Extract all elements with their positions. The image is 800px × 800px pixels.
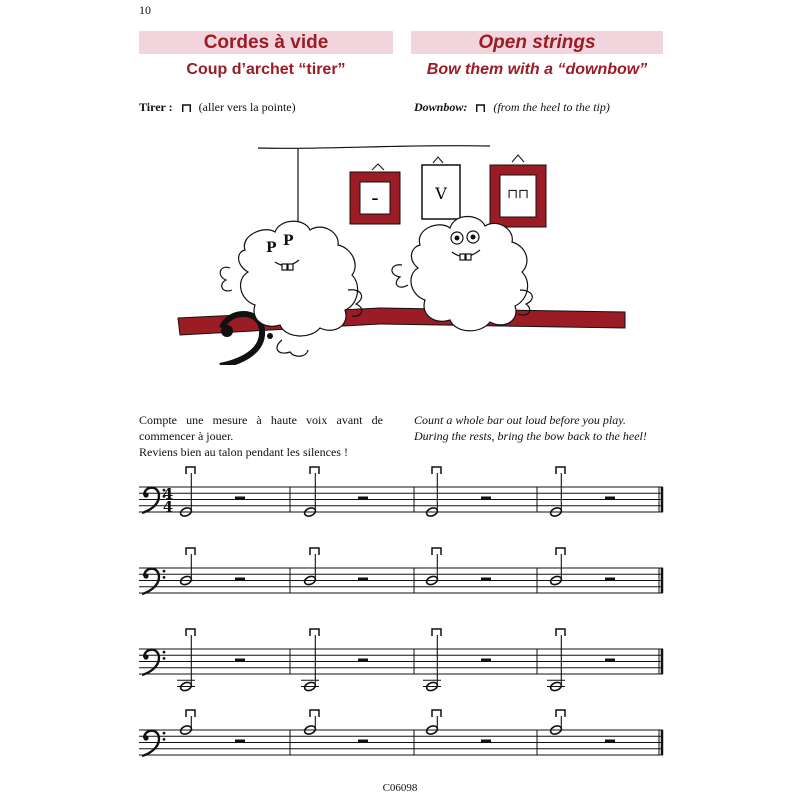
technique-desc: (aller vers la pointe): [198, 100, 296, 114]
half-rest: [605, 740, 615, 743]
downbow-icon: [186, 629, 195, 636]
bass-clef-dot: [163, 570, 166, 573]
title-english: Open strings: [411, 31, 663, 54]
bass-clef-dot: [163, 576, 166, 579]
downbow-icon: [556, 629, 565, 636]
downbow-icon: [556, 710, 565, 717]
downbow-icon: [186, 710, 195, 717]
half-rest: [358, 659, 368, 662]
half-rest: [481, 578, 491, 581]
bass-clef-dot: [163, 732, 166, 735]
bass-clef-icon: [142, 650, 159, 675]
half-rest: [481, 497, 491, 500]
title-french: Cordes à vide: [139, 31, 393, 54]
downbow-icon: [432, 710, 441, 717]
half-rest: [358, 578, 368, 581]
svg-text:P: P: [283, 233, 294, 249]
half-rest: [358, 497, 368, 500]
bass-clef-icon: [142, 731, 159, 756]
technique-label: Tirer :: [139, 100, 173, 114]
bass-clef-icon: [143, 573, 148, 578]
time-signature-top: 4: [162, 485, 174, 503]
instruction-line: During the rests, bring the bow back to the heel!: [414, 429, 647, 443]
instruction-line: Compte une mesure à haute voix avant de commencer à jouer.: [139, 413, 383, 443]
half-rest: [235, 740, 245, 743]
downbow-icon: [186, 548, 195, 555]
bass-clef-icon: [143, 492, 148, 497]
downbow-icon: [556, 548, 565, 555]
bass-clef-dot: [163, 651, 166, 654]
page-number: 10: [139, 3, 151, 17]
downbow-icon: [432, 467, 441, 474]
catalog-code: C06098: [382, 782, 418, 794]
half-rest: [481, 740, 491, 743]
frame-symbol: ⊓⊓: [507, 187, 529, 202]
downbow-icon: [432, 629, 441, 636]
svg-text:P: P: [266, 240, 277, 256]
half-rest: [235, 659, 245, 662]
bass-clef-icon: [142, 488, 159, 513]
subtitle-french: Coup d’archet “tirer”: [186, 61, 346, 78]
instruction-line: Count a whole bar out loud before you play.: [414, 413, 626, 427]
frame-symbol: –: [371, 191, 379, 207]
half-rest: [605, 659, 615, 662]
half-rest: [481, 659, 491, 662]
bass-clef-dot: [163, 738, 166, 741]
half-rest: [605, 578, 615, 581]
half-rest: [235, 497, 245, 500]
bass-clef-dot: [163, 657, 166, 660]
downbow-icon: [310, 629, 319, 636]
half-rest: [235, 578, 245, 581]
technique-desc: (from the heel to the tip): [493, 100, 610, 114]
downbow-icon: [310, 467, 319, 474]
instruction-line: Reviens bien au talon pendant les silences !: [139, 445, 348, 459]
downbow-icon: [186, 467, 195, 474]
downbow-icon: [310, 548, 319, 555]
time-signature-bottom: 4: [162, 498, 174, 516]
downbow-icon: [310, 710, 319, 717]
bass-clef-icon: [143, 735, 148, 740]
bass-clef-icon: [142, 569, 159, 594]
technique-label: Downbow:: [414, 100, 468, 114]
bass-clef-icon: [143, 654, 148, 659]
half-rest: [605, 497, 615, 500]
subtitle-english: Bow them with a “downbow”: [426, 61, 648, 78]
frame-symbol: V: [435, 184, 447, 203]
downbow-icon: [432, 548, 441, 555]
half-rest: [358, 740, 368, 743]
downbow-icon: [556, 467, 565, 474]
